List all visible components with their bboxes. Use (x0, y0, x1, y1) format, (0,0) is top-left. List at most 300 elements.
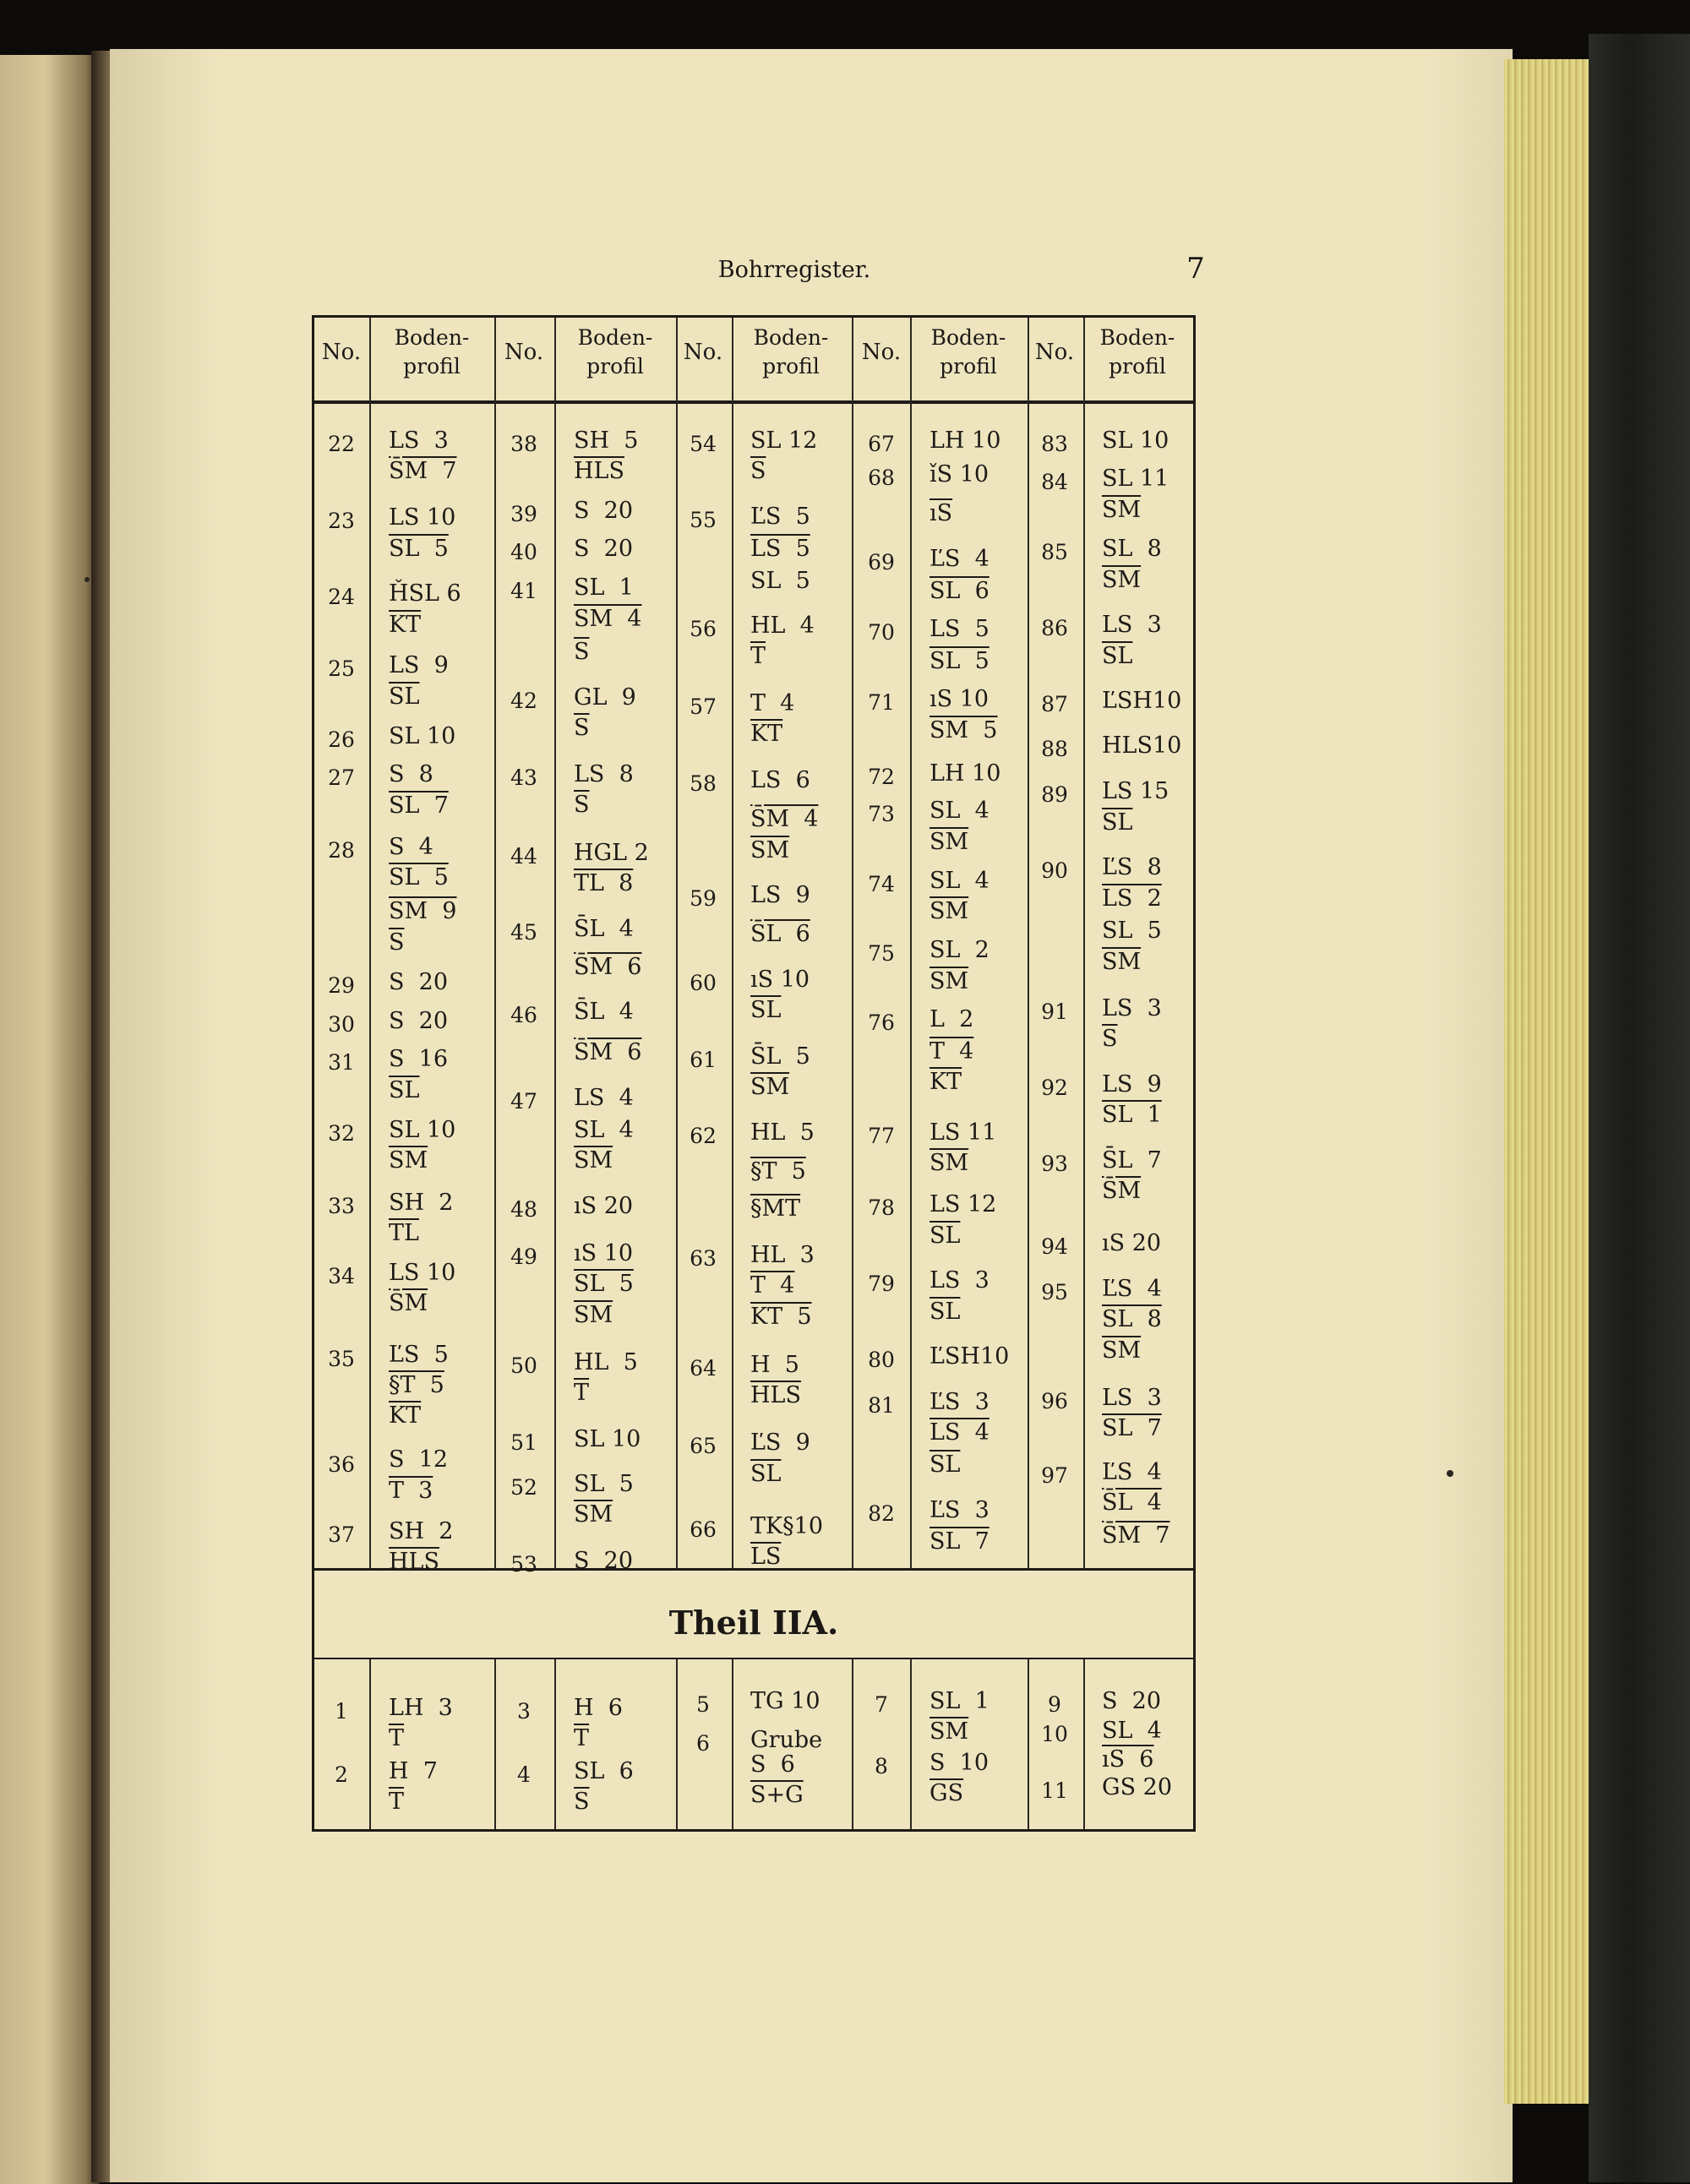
soil-profile-value: $\overline{T}$ (389, 1725, 405, 1751)
bore-number: 44 (510, 844, 537, 869)
soil-profile-value: ĽS 3 (930, 1497, 989, 1523)
soil-profile-value: H 5 (750, 1352, 799, 1378)
bore-number: 8 (875, 1754, 888, 1778)
soil-profile-value: $\overline{LS}$ (750, 1544, 782, 1570)
header-line: Boden- (394, 325, 470, 350)
soil-profile-value: $\overline{KT}$ (930, 1069, 962, 1095)
bore-number: 50 (510, 1353, 537, 1378)
column-header-no: No. (683, 340, 723, 365)
bore-number: 63 (690, 1246, 717, 1271)
soil-profile-value: $\overline{SL}$ (1102, 643, 1133, 669)
bore-number: 39 (510, 502, 537, 526)
soil-profile-value: S 16 (389, 1046, 449, 1072)
soil-profile-value: SL 5 (389, 864, 449, 890)
soil-profile-value: ıS 10 (574, 1240, 634, 1266)
bore-number: 76 (868, 1010, 895, 1035)
soil-profile-value: S̄L 7 (1102, 1147, 1162, 1174)
soil-profile-value: $\overline{T}$ (750, 643, 766, 669)
bore-number: 45 (510, 920, 537, 945)
running-title: Bohrregister. (717, 257, 871, 283)
soil-profile-value: SL 10 (389, 723, 456, 749)
bore-number: 91 (1041, 999, 1068, 1024)
bore-number: 51 (510, 1430, 537, 1455)
soil-profile-value: S̄L 4 (574, 999, 634, 1025)
bore-number: 38 (510, 432, 537, 456)
soil-profile-value: SL 1 (1102, 1102, 1162, 1128)
soil-profile-value: SL 1 (574, 575, 634, 601)
bore-number: 42 (510, 689, 537, 713)
soil-profile-value: $\overline{S}$ (389, 929, 405, 956)
bore-number: 52 (510, 1475, 537, 1500)
soil-profile-value: SL 5 (930, 648, 989, 674)
soil-profile-value: SM 4 (574, 606, 642, 632)
soil-profile-value: $\overline{T}$ (574, 1380, 590, 1406)
soil-profile-value: $\overline{SL}$ (389, 1077, 420, 1103)
bore-number: 33 (328, 1194, 355, 1218)
soil-profile-value: HL 3 (750, 1242, 815, 1268)
soil-profile-value: S 10 (930, 1750, 989, 1776)
bore-number: 3 (517, 1699, 531, 1724)
soil-profile-value: S+G (750, 1782, 804, 1808)
soil-profile-value: $\overline{T}$ (389, 1789, 405, 1815)
soil-profile-value: SL 4 (574, 1117, 634, 1143)
soil-profile-value: LS 4 (574, 1085, 634, 1111)
bore-number: 43 (510, 765, 537, 790)
soil-profile-value: ĽS 9 (750, 1430, 810, 1456)
column-rule (554, 1659, 556, 1829)
bore-number: 69 (868, 550, 895, 575)
column-header-no: No. (861, 340, 902, 365)
margin-mark (84, 577, 90, 582)
soil-profile-value: $\overline{SM}$ (1102, 567, 1142, 593)
soil-profile-value: S 6 (750, 1751, 795, 1778)
bore-number: 23 (328, 509, 355, 533)
bore-number: 29 (328, 973, 355, 998)
soil-profile-value: S̄L 5 (750, 1043, 810, 1070)
soil-profile-value: SM 9 (389, 898, 457, 924)
column-rule (369, 318, 371, 1568)
bore-number: 40 (510, 540, 537, 564)
bore-number: 34 (328, 1264, 355, 1288)
bore-number: 55 (690, 508, 717, 532)
soil-profile-value: S̄M 7 (389, 458, 457, 484)
header-line: Boden- (753, 325, 829, 350)
soil-profile-value: $\overline{HLS}$ (389, 1549, 439, 1575)
bore-number: 5 (696, 1692, 710, 1717)
soil-profile-value: LS 12 (930, 1191, 997, 1217)
soil-profile-value: HL 5 (750, 1119, 815, 1146)
bore-number: 82 (868, 1501, 895, 1526)
bore-number: 88 (1041, 737, 1068, 761)
bore-number: 37 (328, 1522, 355, 1547)
soil-profile-value: S̄L 6 (750, 921, 810, 947)
soil-profile-value: §T 5 (750, 1158, 806, 1185)
soil-profile-value: ıS 20 (574, 1193, 634, 1219)
soil-profile-value: ĽSH10 (1102, 688, 1182, 714)
soil-profile-value: $\overline{SM}$ (389, 1147, 428, 1174)
soil-profile-value: $\overline{SM}$ (1102, 1337, 1142, 1364)
soil-profile-value: SH 2 (389, 1518, 454, 1544)
soil-profile-value: LS 3 (1102, 612, 1162, 638)
bore-number: 71 (868, 690, 895, 715)
soil-profile-value: LS 6 (750, 767, 810, 793)
bore-number: 32 (328, 1121, 355, 1146)
bore-number: 90 (1041, 858, 1068, 883)
left-page-edge (0, 55, 100, 2184)
header-line: profil (1109, 354, 1166, 379)
header-line: profil (940, 354, 997, 379)
bore-number: 86 (1041, 616, 1068, 640)
soil-profile-value: SL 4 (930, 798, 989, 824)
soil-profile-value: S̄M (389, 1290, 428, 1316)
column-rule (1028, 318, 1029, 1568)
soil-profile-value: SL 4 (1102, 1718, 1162, 1744)
soil-profile-value: SL 11 (1102, 466, 1169, 492)
soil-profile-value: $\overline{ıS}$ (930, 500, 953, 526)
bore-number: 92 (1041, 1076, 1068, 1100)
bore-number: 96 (1041, 1389, 1068, 1413)
bore-number: 80 (868, 1348, 895, 1372)
soil-profile-value: ĽS 4 (1102, 1276, 1162, 1302)
soil-profile-value: $\overline{SL}$ (750, 1461, 782, 1487)
bore-number: 81 (868, 1393, 895, 1418)
bore-number: 24 (328, 585, 355, 609)
soil-profile-value: $\overline{KT}$ (389, 1402, 422, 1429)
column-header-bodenprofil (732, 324, 850, 381)
soil-profile-value: $\overline{SL}$ (930, 1223, 961, 1249)
soil-profile-value: S 20 (1102, 1688, 1162, 1714)
soil-profile-value: LS 15 (1102, 778, 1169, 804)
soil-profile-value: S 12 (389, 1446, 449, 1473)
soil-profile-value: $\overline{SM}$ (574, 1501, 613, 1528)
soil-profile-value: $\overline{HLS}$ (750, 1382, 801, 1408)
bore-number: 2 (335, 1762, 348, 1787)
bore-number: 57 (690, 694, 717, 719)
soil-profile-value: $\overline{SM}$ (930, 1718, 969, 1745)
soil-profile-value: S̄M 7 (1102, 1522, 1170, 1549)
bore-number: 59 (690, 886, 717, 911)
soil-profile-value: T 3 (389, 1478, 433, 1504)
column-rule (1083, 1659, 1085, 1829)
column-header-no: No. (504, 340, 544, 365)
soil-profile-value: SL 10 (574, 1426, 641, 1452)
bore-number: 9 (1048, 1692, 1061, 1717)
soil-profile-value: LS 9 (1102, 1071, 1162, 1097)
soil-profile-value: LS 10 (389, 1260, 456, 1286)
bore-number: 30 (328, 1012, 355, 1037)
soil-profile-value: $\overline{SM}$ (930, 1150, 969, 1176)
bore-number: 67 (868, 432, 895, 456)
soil-profile-value: S̄M 6 (574, 1039, 642, 1065)
bore-number: 68 (868, 466, 895, 490)
soil-profile-value: ıS 6 (1102, 1746, 1154, 1773)
soil-profile-value: §MT (750, 1195, 801, 1222)
bore-number: 54 (690, 432, 717, 456)
soil-profile-value: SL 7 (930, 1528, 989, 1555)
soil-profile-value: $\overline{S}$ (574, 715, 590, 741)
soil-profile-value: $\overline{SL}$ (1102, 809, 1133, 836)
bore-number: 78 (868, 1195, 895, 1220)
soil-profile-value: SL 5 (1102, 918, 1162, 944)
column-rule (554, 318, 556, 1568)
soil-profile-value: LS 8 (574, 761, 634, 787)
soil-profile-value: ĽS 4 (1102, 1459, 1162, 1485)
soil-profile-value: SL 10 (389, 1117, 456, 1143)
soil-profile-value: HL 5 (574, 1349, 638, 1375)
bore-number: 74 (868, 872, 895, 896)
bore-number: 11 (1041, 1778, 1068, 1803)
soil-profile-value: LH 3 (389, 1695, 453, 1721)
soil-profile-value: $\overline{S}$ (574, 792, 590, 818)
header-line: Boden- (1099, 325, 1175, 350)
bore-number: 7 (875, 1692, 888, 1717)
bore-number: 62 (690, 1124, 717, 1148)
soil-profile-value: LS 3 (389, 428, 449, 454)
page-number: 7 (1186, 252, 1205, 286)
column-rule (1083, 318, 1085, 1568)
bore-number: 49 (510, 1244, 537, 1269)
header-line: profil (403, 354, 461, 379)
bore-number: 1 (335, 1699, 348, 1724)
soil-profile-value: SL 8 (1102, 536, 1162, 562)
bore-number: 93 (1041, 1152, 1068, 1176)
column-rule (910, 1659, 912, 1829)
bore-number: 35 (328, 1347, 355, 1371)
soil-profile-value: ĽS 5 (389, 1342, 449, 1368)
header-line: Boden- (930, 325, 1006, 350)
soil-profile-value: $\overline{S}$ (750, 458, 766, 484)
soil-profile-value: S 20 (574, 536, 634, 562)
soil-profile-value: $\overline{S}$ (574, 639, 590, 665)
bore-number: 47 (510, 1089, 537, 1114)
column-rule (852, 1659, 853, 1829)
column-rule (494, 1659, 496, 1829)
soil-profile-value: LS 11 (930, 1119, 997, 1146)
soil-profile-value: $\overline{SM}$ (1102, 949, 1142, 975)
bore-number: 85 (1041, 540, 1068, 564)
soil-profile-value: $\overline{TL}$ (389, 1220, 419, 1246)
soil-profile-value: $\overline{SM}$ (750, 1074, 790, 1100)
column-rule (369, 1659, 371, 1829)
soil-profile-value: S 20 (574, 498, 634, 524)
soil-profile-value: LH 10 (930, 760, 1001, 787)
soil-profile-value: $\overline{S}$ (574, 1789, 590, 1815)
soil-profile-value: $\overline{S}$ (1102, 1026, 1118, 1052)
column-rule (676, 318, 678, 1568)
soil-profile-value: SL 5 (750, 568, 810, 594)
bore-number: 87 (1041, 692, 1068, 716)
soil-profile-value: SL 6 (574, 1758, 634, 1784)
soil-profile-value: S 8 (389, 761, 433, 787)
bore-number: 22 (328, 432, 355, 456)
soil-profile-value: T 4 (750, 690, 795, 716)
soil-profile-value: $\overline{SM}$ (930, 829, 969, 855)
soil-profile-value: S 20 (389, 969, 449, 995)
column-header-bodenprofil (370, 324, 493, 381)
bore-number: 6 (696, 1731, 710, 1756)
section-rule-bottom (314, 1658, 1193, 1659)
soil-profile-value: GL 9 (574, 684, 636, 711)
bore-number: 66 (690, 1517, 717, 1542)
column-rule (732, 1659, 733, 1829)
soil-profile-value: S 4 (389, 834, 433, 860)
soil-profile-value: KT 5 (750, 1304, 812, 1330)
soil-profile-value: GS 20 (1102, 1774, 1173, 1800)
soil-profile-value: ĽS 3 (930, 1389, 989, 1415)
soil-profile-value: SH 5 (574, 428, 639, 454)
soil-profile-value: TK§10 (750, 1513, 824, 1539)
bore-number: 60 (690, 971, 717, 995)
soil-profile-value: SL 12 (750, 428, 818, 454)
soil-profile-value: ĽS 5 (750, 504, 810, 530)
soil-profile-value: HGL 2 (574, 840, 649, 866)
column-header-bodenprofil (555, 324, 675, 381)
soil-profile-value: $\overline{HLS}$ (574, 458, 624, 484)
soil-profile-value: LS 5 (930, 616, 989, 642)
bore-number: 89 (1041, 782, 1068, 807)
header-line: profil (586, 354, 644, 379)
bore-number: 64 (690, 1356, 717, 1381)
soil-profile-value: LS 4 (930, 1419, 989, 1446)
bore-number: 77 (868, 1124, 895, 1148)
bore-number: 10 (1041, 1722, 1068, 1746)
soil-profile-value: Grube (750, 1727, 823, 1753)
bore-number: 31 (328, 1050, 355, 1075)
soil-profile-value: S 20 (574, 1548, 634, 1574)
soil-profile-value: HLS10 (1102, 733, 1182, 759)
bore-number: 94 (1041, 1234, 1068, 1259)
soil-profile-value: LS 9 (750, 882, 810, 908)
soil-profile-value: LS 3 (1102, 1385, 1162, 1411)
soil-profile-value: ıS 20 (1102, 1230, 1162, 1256)
bore-number: 97 (1041, 1463, 1068, 1488)
soil-profile-value: LS 9 (389, 652, 449, 678)
book-cover (1589, 34, 1690, 2182)
section-title: Theil IIA. (668, 1604, 839, 1642)
soil-profile-value: $\overline{T}$ (574, 1725, 590, 1751)
soil-profile-value: SL 8 (1102, 1306, 1162, 1332)
soil-profile-value: S 20 (389, 1008, 449, 1034)
bore-number: 36 (328, 1452, 355, 1477)
soil-profile-value: ĽSH10 (930, 1343, 1010, 1370)
soil-profile-value: SL 6 (930, 578, 989, 604)
column-header-bodenprofil (1083, 324, 1191, 381)
bore-number: 75 (868, 941, 895, 966)
header-line: profil (762, 354, 820, 379)
soil-profile-value: LS 3 (1102, 995, 1162, 1021)
soil-profile-value: LS 10 (389, 504, 456, 531)
soil-profile-value: §T 5 (389, 1372, 444, 1398)
soil-profile-value: SH 2 (389, 1190, 454, 1216)
soil-profile-value: $\overline{SM}$ (574, 1147, 613, 1174)
soil-profile-value: $\overline{SL}$ (930, 1451, 961, 1478)
soil-profile-value: SL 7 (389, 792, 449, 819)
soil-profile-value: S̄L 4 (574, 916, 634, 942)
bore-number: 48 (510, 1197, 537, 1222)
soil-profile-value: SL 5 (574, 1271, 634, 1297)
soil-profile-value: S̄M (1102, 1178, 1142, 1204)
header-rule (314, 400, 1193, 404)
bore-number: 25 (328, 656, 355, 681)
soil-profile-value: S̄M 4 (750, 806, 819, 832)
column-header-no: No. (321, 340, 362, 365)
bore-number: 53 (510, 1552, 537, 1577)
bore-number: 70 (868, 620, 895, 645)
bore-number: 84 (1041, 470, 1068, 494)
bore-number: 95 (1041, 1280, 1068, 1304)
soil-profile-value: $\overline{SL}$ (750, 997, 782, 1023)
soil-profile-value: SL 7 (1102, 1415, 1162, 1441)
bore-number: 58 (690, 771, 717, 796)
soil-profile-value: L 2 (930, 1006, 974, 1032)
column-header-no: No. (1034, 340, 1075, 365)
soil-profile-value: $\overline{SM}$ (1102, 497, 1142, 523)
soil-profile-value: S̄M 6 (574, 954, 642, 980)
soil-profile-value: HL 4 (750, 613, 815, 639)
soil-profile-value: ı̌S 10 (930, 461, 989, 487)
bore-number: 27 (328, 765, 355, 790)
soil-profile-value: $\overline{SM}$ (574, 1302, 613, 1328)
bore-number: 28 (328, 838, 355, 863)
margin-mark (1447, 1470, 1453, 1477)
soil-profile-value: SM 5 (930, 717, 998, 743)
bore-number: 65 (690, 1434, 717, 1458)
soil-profile-value: $\overline{SM}$ (930, 968, 969, 994)
soil-profile-value: $\overline{GS}$ (930, 1780, 964, 1806)
column-header-bodenprofil (911, 324, 1026, 381)
soil-profile-value: TG 10 (750, 1688, 820, 1714)
soil-profile-value: ıS 10 (750, 967, 810, 993)
soil-profile-value: LH 10 (930, 428, 1001, 454)
soil-profile-value: $\overline{KT}$ (750, 721, 783, 747)
bore-number: 83 (1041, 432, 1068, 456)
soil-profile-value: ıS 10 (930, 686, 989, 712)
soil-profile-value: ĽS 4 (930, 546, 989, 572)
bore-number: 41 (510, 579, 537, 603)
soil-profile-value: T 4 (750, 1272, 795, 1299)
soil-profile-value: ȞSL 6 (389, 580, 461, 607)
bore-number: 72 (868, 765, 895, 789)
soil-profile-value: SL 5 (389, 536, 449, 562)
soil-profile-value: LS 3 (930, 1267, 989, 1294)
bore-number: 73 (868, 802, 895, 826)
soil-profile-value: T 4 (930, 1038, 974, 1065)
soil-profile-value: LS 2 (1102, 885, 1162, 912)
column-rule (732, 318, 733, 1568)
bore-number: 79 (868, 1272, 895, 1296)
bore-number: 46 (510, 1003, 537, 1027)
soil-profile-value: SL 2 (930, 937, 989, 963)
soil-profile-value: H 7 (389, 1758, 438, 1784)
soil-profile-value: $\overline{SM}$ (930, 898, 969, 924)
soil-profile-value: $\overline{SM}$ (750, 837, 790, 863)
soil-profile-value: $\overline{SL}$ (930, 1299, 961, 1325)
soil-profile-value: H 6 (574, 1695, 623, 1721)
soil-profile-value: SL 10 (1102, 428, 1169, 454)
soil-profile-value: LS 5 (750, 536, 810, 562)
soil-profile-value: SL 5 (574, 1471, 634, 1497)
soil-profile-value: S̄L 4 (1102, 1490, 1162, 1516)
soil-profile-value: SL 4 (930, 868, 989, 894)
header-line: Boden- (577, 325, 653, 350)
soil-profile-value: SL 1 (930, 1688, 989, 1714)
bore-number: 26 (328, 727, 355, 752)
bore-number: 56 (690, 617, 717, 641)
soil-profile-value: ĽS 8 (1102, 854, 1162, 880)
soil-profile-value: $\overline{KT}$ (389, 612, 422, 638)
soil-profile-value: TL 8 (574, 870, 634, 896)
soil-profile-value: $\overline{SL}$ (389, 684, 420, 710)
